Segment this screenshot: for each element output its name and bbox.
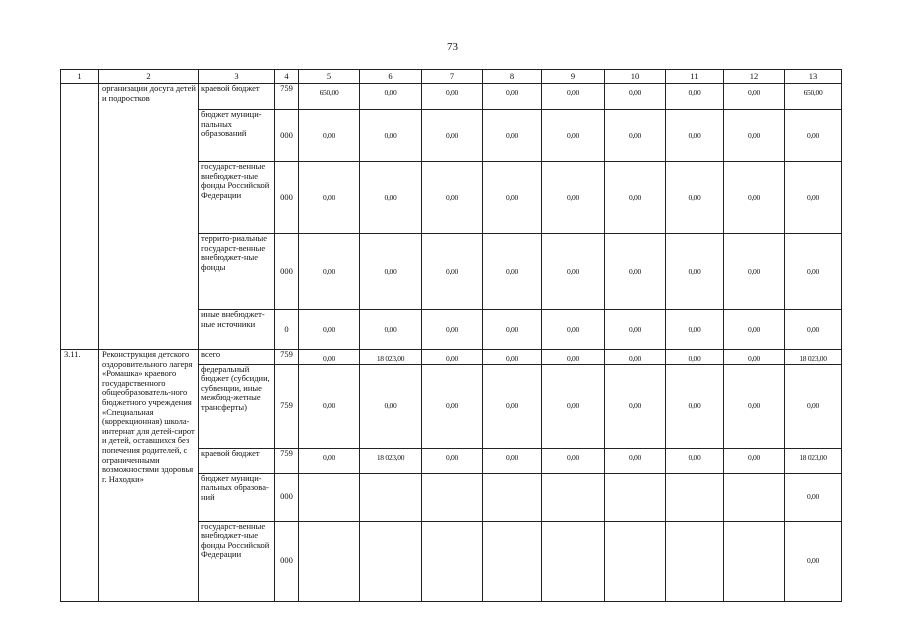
funding-source: бюджет муници-пальных образова-ний — [199, 473, 275, 521]
value-cell: 0,00 — [666, 448, 724, 473]
value-cell: 650,00 — [299, 84, 360, 110]
funding-source: федеральный бюджет (субсидии, субвенции, иные межбюд-жетные трансферты) — [199, 364, 275, 448]
value-cell: 0,00 — [785, 310, 842, 350]
value-cell: 0,00 — [724, 448, 785, 473]
value-cell: 0,00 — [483, 310, 542, 350]
value-cell: 0,00 — [605, 110, 666, 162]
value-cell: 0,00 — [422, 84, 483, 110]
code-cell: 000 — [275, 521, 299, 601]
value-cell: 0,00 — [360, 310, 422, 350]
column-number-row — [61, 70, 842, 84]
value-cell — [483, 521, 542, 601]
value-cell — [666, 473, 724, 521]
value-cell: 0,00 — [299, 162, 360, 234]
code-cell: 759 — [275, 350, 299, 365]
column-number: 11 — [666, 70, 724, 84]
value-cell — [605, 521, 666, 601]
value-cell: 650,00 — [785, 84, 842, 110]
value-cell: 0,00 — [785, 234, 842, 310]
value-cell: 0,00 — [483, 448, 542, 473]
column-number: 5 — [299, 70, 360, 84]
value-cell — [299, 521, 360, 601]
code-cell: 000 — [275, 162, 299, 234]
code-cell: 759 — [275, 448, 299, 473]
value-cell — [483, 473, 542, 521]
value-cell: 0,00 — [724, 84, 785, 110]
value-cell: 0,00 — [605, 162, 666, 234]
value-cell: 0,00 — [299, 110, 360, 162]
value-cell: 0,00 — [605, 84, 666, 110]
value-cell: 0,00 — [483, 84, 542, 110]
value-cell: 0,00 — [605, 350, 666, 365]
value-cell: 0,00 — [605, 364, 666, 448]
value-cell: 0,00 — [542, 364, 605, 448]
value-cell: 0,00 — [483, 234, 542, 310]
value-cell: 0,00 — [542, 448, 605, 473]
value-cell: 0,00 — [785, 521, 842, 601]
item-number: 3.11. — [61, 350, 99, 602]
value-cell: 0,00 — [724, 110, 785, 162]
value-cell: 0,00 — [360, 364, 422, 448]
value-cell: 0,00 — [483, 110, 542, 162]
value-cell — [605, 473, 666, 521]
code-cell: 000 — [275, 234, 299, 310]
item-number — [61, 84, 99, 350]
column-number: 7 — [422, 70, 483, 84]
value-cell: 0,00 — [542, 310, 605, 350]
value-cell: 18 023,00 — [360, 448, 422, 473]
value-cell: 0,00 — [666, 110, 724, 162]
item-name: Реконструкция детского оздоровительного лагеря «Ромашка» краевого государственного общеобразователь-ного бюджетного учреждения «Специальная (коррекционная) школа-интернат для детей-сирот и детей, оставшихся без попечения родителей, с ограниченными возможностями здоровья г. Находки» — [99, 350, 199, 602]
value-cell: 0,00 — [360, 234, 422, 310]
code-cell: 759 — [275, 84, 299, 110]
funding-source: бюджет муници-пальных образований — [199, 110, 275, 162]
value-cell: 0,00 — [422, 110, 483, 162]
funding-source: государст-венные внебюджет-ные фонды Российской Федерации — [199, 521, 275, 601]
budget-table — [60, 69, 842, 602]
value-cell — [299, 473, 360, 521]
value-cell: 0,00 — [422, 350, 483, 365]
value-cell — [666, 521, 724, 601]
funding-source: государст-венные внебюджет-ные фонды Российской Федерации — [199, 162, 275, 234]
value-cell: 0,00 — [360, 162, 422, 234]
value-cell — [724, 473, 785, 521]
value-cell — [360, 473, 422, 521]
funding-source: краевой бюджет — [199, 448, 275, 473]
value-cell: 0,00 — [542, 110, 605, 162]
table-row — [61, 350, 842, 365]
value-cell — [360, 521, 422, 601]
value-cell: 0,00 — [299, 448, 360, 473]
page-number: 73 — [447, 41, 458, 53]
value-cell: 18 023,00 — [785, 448, 842, 473]
value-cell: 0,00 — [483, 162, 542, 234]
column-number: 4 — [275, 70, 299, 84]
column-number: 1 — [61, 70, 99, 84]
column-number: 12 — [724, 70, 785, 84]
value-cell: 0,00 — [785, 364, 842, 448]
value-cell: 0,00 — [785, 473, 842, 521]
value-cell: 0,00 — [299, 234, 360, 310]
column-number: 6 — [360, 70, 422, 84]
value-cell — [542, 521, 605, 601]
value-cell: 0,00 — [666, 84, 724, 110]
column-number: 8 — [483, 70, 542, 84]
value-cell: 0,00 — [724, 162, 785, 234]
value-cell: 18 023,00 — [785, 350, 842, 365]
column-number: 13 — [785, 70, 842, 84]
value-cell: 18 023,00 — [360, 350, 422, 365]
value-cell: 0,00 — [299, 310, 360, 350]
column-number: 9 — [542, 70, 605, 84]
code-cell: 000 — [275, 110, 299, 162]
value-cell: 0,00 — [666, 234, 724, 310]
value-cell: 0,00 — [422, 448, 483, 473]
value-cell: 0,00 — [542, 84, 605, 110]
value-cell: 0,00 — [299, 364, 360, 448]
value-cell: 0,00 — [360, 84, 422, 110]
value-cell: 0,00 — [422, 234, 483, 310]
funding-source: террито-риальные государст-венные внебюджет-ные фонды — [199, 234, 275, 310]
value-cell: 0,00 — [666, 162, 724, 234]
code-cell: 759 — [275, 364, 299, 448]
value-cell — [542, 473, 605, 521]
funding-source: всего — [199, 350, 275, 365]
value-cell: 0,00 — [605, 234, 666, 310]
value-cell: 0,00 — [605, 448, 666, 473]
value-cell: 0,00 — [785, 162, 842, 234]
value-cell: 0,00 — [666, 310, 724, 350]
value-cell: 0,00 — [605, 310, 666, 350]
value-cell: 0,00 — [724, 364, 785, 448]
value-cell: 0,00 — [785, 110, 842, 162]
value-cell: 0,00 — [422, 310, 483, 350]
column-number: 3 — [199, 70, 275, 84]
value-cell: 0,00 — [422, 162, 483, 234]
value-cell: 0,00 — [666, 364, 724, 448]
value-cell: 0,00 — [724, 350, 785, 365]
value-cell — [422, 473, 483, 521]
value-cell: 0,00 — [360, 110, 422, 162]
code-cell: 000 — [275, 473, 299, 521]
value-cell: 0,00 — [542, 162, 605, 234]
value-cell: 0,00 — [299, 350, 360, 365]
value-cell — [422, 521, 483, 601]
value-cell: 0,00 — [483, 350, 542, 365]
value-cell — [724, 521, 785, 601]
code-cell: 0 — [275, 310, 299, 350]
value-cell: 0,00 — [724, 234, 785, 310]
funding-source: краевой бюджет — [199, 84, 275, 110]
column-number: 2 — [99, 70, 199, 84]
item-name: организации досуга детей и подростков — [99, 84, 199, 350]
value-cell: 0,00 — [483, 364, 542, 448]
value-cell: 0,00 — [666, 350, 724, 365]
value-cell: 0,00 — [542, 234, 605, 310]
value-cell: 0,00 — [542, 350, 605, 365]
column-number: 10 — [605, 70, 666, 84]
value-cell: 0,00 — [422, 364, 483, 448]
funding-source: иные внебюджет-ные источники — [199, 310, 275, 350]
table-row — [61, 84, 842, 110]
value-cell: 0,00 — [724, 310, 785, 350]
